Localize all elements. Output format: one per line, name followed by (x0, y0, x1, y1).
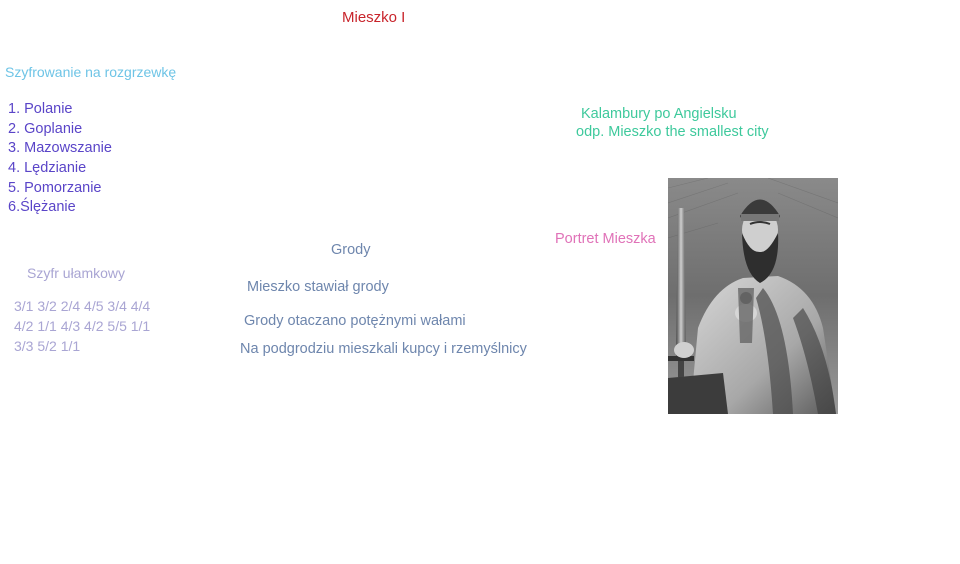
warmup-heading: Szyfrowanie na rozgrzewkę (5, 64, 177, 80)
page-title: Mieszko I (342, 9, 406, 26)
fraction-cipher-heading: Szyfr ułamkowy (27, 265, 126, 281)
cipher-line: 3/1 3/2 2/4 4/5 3/4 4/4 (14, 298, 151, 314)
cipher-line: 4/2 1/1 4/3 4/2 5/5 1/1 (14, 318, 151, 334)
cipher-line: 3/3 5/2 1/1 (14, 338, 81, 354)
list-item: 2. Goplanie (8, 120, 83, 137)
list-item: 4. Lędzianie (8, 160, 87, 177)
kalambury-title: Kalambury po Angielsku (581, 106, 737, 122)
grody-title: Grody (331, 242, 371, 258)
grody-line: Mieszko stawiał grody (247, 279, 389, 295)
grody-line: Na podgrodziu mieszkali kupcy i rzemyślnicy (240, 341, 527, 357)
fraction-cipher-text (14, 299, 150, 359)
tribes-list (8, 102, 112, 220)
list-item: 6.Ślężanie (8, 199, 76, 216)
kalambury-answer: odp. Mieszko the smallest city (576, 124, 769, 140)
grody-line: Grody otaczano potężnymi wałami (244, 313, 466, 329)
portrait-label: Portret Mieszka (555, 231, 656, 247)
portrait-image (668, 178, 838, 414)
list-item: 5. Pomorzanie (8, 179, 102, 196)
list-item: 1. Polanie (8, 101, 73, 117)
list-item: 3. Mazowszanie (8, 140, 112, 157)
